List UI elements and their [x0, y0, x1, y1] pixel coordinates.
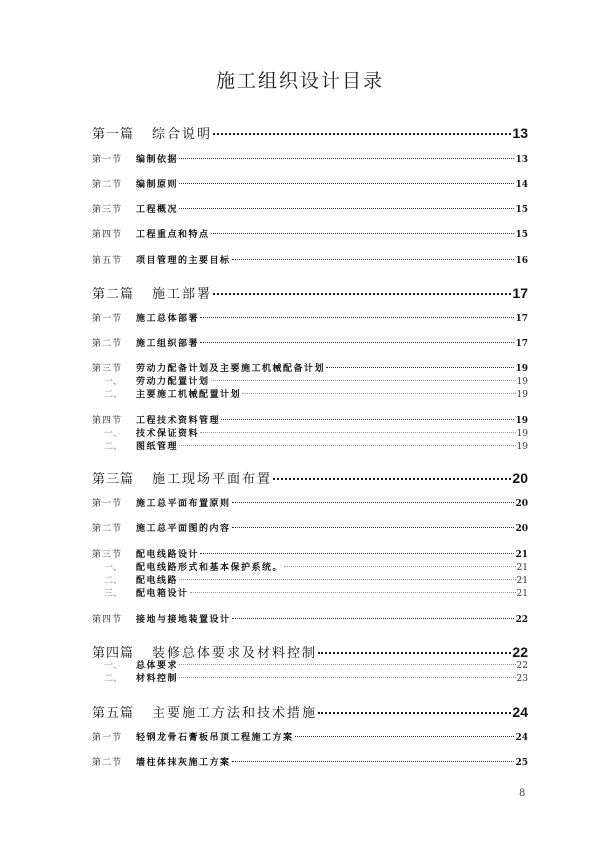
toc-number: 第三节 [92, 205, 123, 215]
toc-label: 技术保证资料 [136, 429, 200, 439]
dot-leader [295, 736, 515, 737]
toc-label: 接地与接地装置设计 [136, 615, 231, 625]
toc-section[interactable] [92, 177, 528, 190]
toc-page: 14 [515, 180, 528, 190]
dot-leader [179, 208, 514, 209]
toc-section[interactable] [92, 521, 528, 534]
toc-page: 25 [515, 758, 528, 768]
toc-section[interactable] [92, 730, 528, 743]
toc-page: 13 [512, 125, 528, 141]
toc-label: 编制依据 [136, 155, 179, 165]
dot-leader [326, 367, 514, 368]
toc-number: 二、 [104, 576, 123, 586]
dot-leader [318, 652, 511, 654]
dot-leader [318, 712, 511, 714]
toc-section[interactable] [92, 253, 528, 266]
toc-page: 19 [515, 364, 528, 374]
toc-part[interactable] [92, 123, 528, 142]
toc-number: 二、 [104, 442, 123, 452]
dot-leader [179, 158, 514, 159]
toc-label: 项目管理的主要目标 [136, 256, 231, 266]
dot-leader [232, 527, 515, 528]
toc-label: 施工部署 [152, 287, 213, 302]
dot-leader [232, 502, 515, 503]
toc-label: 材料控制 [136, 674, 179, 684]
toc-label: 施工组织部署 [136, 339, 200, 349]
toc-subsection[interactable] [92, 426, 528, 439]
toc-section[interactable] [92, 336, 528, 349]
dot-leader [179, 183, 514, 184]
toc-label: 配电线路设计 [136, 550, 200, 560]
toc-page: 15 [515, 205, 528, 215]
toc-number: 第一节 [92, 314, 123, 324]
toc-number: 第五节 [92, 256, 123, 266]
dot-leader [242, 393, 516, 394]
toc-label: 图纸管理 [136, 442, 179, 452]
toc-section[interactable] [92, 227, 528, 240]
dot-leader [179, 579, 516, 580]
dot-leader [179, 445, 516, 446]
toc-number: 第三节 [92, 364, 123, 374]
toc-label: 配电箱设计 [136, 589, 189, 599]
toc-label: 工程概况 [136, 205, 179, 215]
toc-label: 工程技术资料管理 [136, 416, 221, 426]
toc-part[interactable] [92, 468, 528, 487]
dot-leader [190, 592, 516, 593]
toc-label: 综合说明 [152, 127, 213, 142]
toc-page: 23 [516, 674, 528, 684]
toc-label: 主要施工方法和技术措施 [152, 706, 318, 721]
toc-number: 第二节 [92, 758, 123, 768]
dot-leader [211, 380, 516, 381]
toc-number: 第四节 [92, 615, 123, 625]
dot-leader [200, 432, 516, 433]
dot-leader [200, 342, 514, 343]
dot-leader [232, 618, 515, 619]
toc-number: 第四篇 [92, 646, 135, 661]
toc-label: 施工总平面图的内容 [136, 524, 231, 534]
toc-number: 第二节 [92, 339, 123, 349]
toc-part[interactable] [92, 283, 528, 302]
toc-page: 19 [516, 377, 528, 387]
dot-leader [213, 293, 511, 295]
toc-label: 施工现场平面布置 [152, 472, 273, 487]
toc-number: 第三节 [92, 550, 123, 560]
toc-page: 21 [516, 589, 528, 599]
dot-leader [200, 553, 514, 554]
toc-part[interactable] [92, 702, 528, 721]
toc-page: 22 [512, 644, 528, 660]
toc-label: 墙柱体抹灰施工方案 [136, 758, 231, 768]
toc-label: 主要施工机械配置计划 [136, 390, 242, 400]
toc-number: 第四节 [92, 416, 123, 426]
toc-subsection[interactable] [92, 387, 528, 400]
toc-subsection[interactable] [92, 671, 528, 684]
toc-number: 三、 [104, 589, 123, 599]
dot-leader [273, 478, 511, 480]
dot-leader [211, 233, 515, 234]
toc-number: 第一节 [92, 499, 123, 509]
dot-leader [232, 259, 515, 260]
toc-subsection[interactable] [92, 586, 528, 599]
toc-page: 17 [512, 285, 528, 301]
toc-page: 15 [515, 230, 528, 240]
toc-section[interactable] [92, 413, 528, 426]
toc-subsection[interactable] [92, 573, 528, 586]
toc-subsection[interactable] [92, 560, 528, 573]
toc-label: 轻钢龙骨石膏板吊顶工程施工方案 [136, 733, 294, 743]
toc-number: 第二篇 [92, 287, 135, 302]
toc-label: 施工总平面布置原则 [136, 499, 231, 509]
toc-number: 第三篇 [92, 472, 135, 487]
toc-number: 一、 [104, 377, 123, 387]
toc-number: 二、 [104, 390, 123, 400]
toc-number: 一、 [104, 563, 123, 573]
toc-label: 劳动力配置计划 [136, 377, 210, 387]
toc-label: 配电线路 [136, 576, 179, 586]
toc-page: 17 [515, 339, 528, 349]
toc-number: 第二节 [92, 524, 123, 534]
toc-label: 装修总体要求及材料控制 [152, 646, 318, 661]
document-title: 施工组织设计目录 [215, 70, 384, 92]
toc-number: 二、 [104, 674, 123, 684]
toc-page: 21 [515, 550, 528, 560]
toc-number: 一、 [104, 661, 123, 671]
toc-number: 第五篇 [92, 706, 135, 721]
toc-page: 19 [516, 429, 528, 439]
toc-page: 21 [516, 563, 528, 573]
toc-section[interactable] [92, 496, 528, 509]
toc-page: 20 [515, 499, 528, 509]
toc-section[interactable] [92, 755, 528, 768]
toc-label: 编制原则 [136, 180, 179, 190]
toc-label: 配电线路形式和基本保护系统。 [136, 563, 284, 573]
toc-section[interactable] [92, 202, 528, 215]
toc-number: 第一节 [92, 733, 123, 743]
toc-subsection[interactable] [92, 439, 528, 452]
toc-page: 16 [515, 256, 528, 266]
toc-label: 施工总体部署 [136, 314, 200, 324]
toc-subsection[interactable] [92, 658, 528, 671]
toc-label: 劳动力配备计划及主要施工机械配备计划 [136, 364, 326, 374]
toc-subsection[interactable] [92, 374, 528, 387]
dot-leader [179, 677, 516, 678]
toc-number: 第一篇 [92, 127, 135, 142]
dot-leader [200, 317, 514, 318]
toc-page: 19 [516, 390, 528, 400]
toc-page: 21 [516, 576, 528, 586]
dot-leader [284, 566, 516, 567]
toc-number: 一、 [104, 429, 123, 439]
toc-page: 19 [515, 416, 528, 426]
toc-page: 22 [516, 661, 528, 671]
dot-leader [179, 664, 516, 665]
toc-page: 22 [515, 615, 528, 625]
toc-number: 第四节 [92, 230, 123, 240]
toc-page: 20 [515, 524, 528, 534]
toc-number: 第二节 [92, 180, 123, 190]
toc-page: 20 [512, 470, 528, 486]
toc-page: 13 [515, 155, 528, 165]
toc-page: 19 [516, 442, 528, 452]
dot-leader [221, 419, 514, 420]
toc-page: 17 [515, 314, 528, 324]
toc-page: 24 [515, 733, 528, 743]
toc-label: 总体要求 [136, 661, 179, 671]
toc-section[interactable] [92, 612, 528, 625]
toc-section[interactable] [92, 361, 528, 374]
toc-section[interactable] [92, 152, 528, 165]
dot-leader [213, 133, 511, 135]
dot-leader [232, 761, 515, 762]
toc-number: 第一节 [92, 155, 123, 165]
page-number: 8 [519, 788, 526, 799]
toc-section[interactable] [92, 311, 528, 324]
toc-page: 24 [512, 704, 528, 720]
toc-section[interactable] [92, 547, 528, 560]
toc-label: 工程重点和特点 [136, 230, 210, 240]
